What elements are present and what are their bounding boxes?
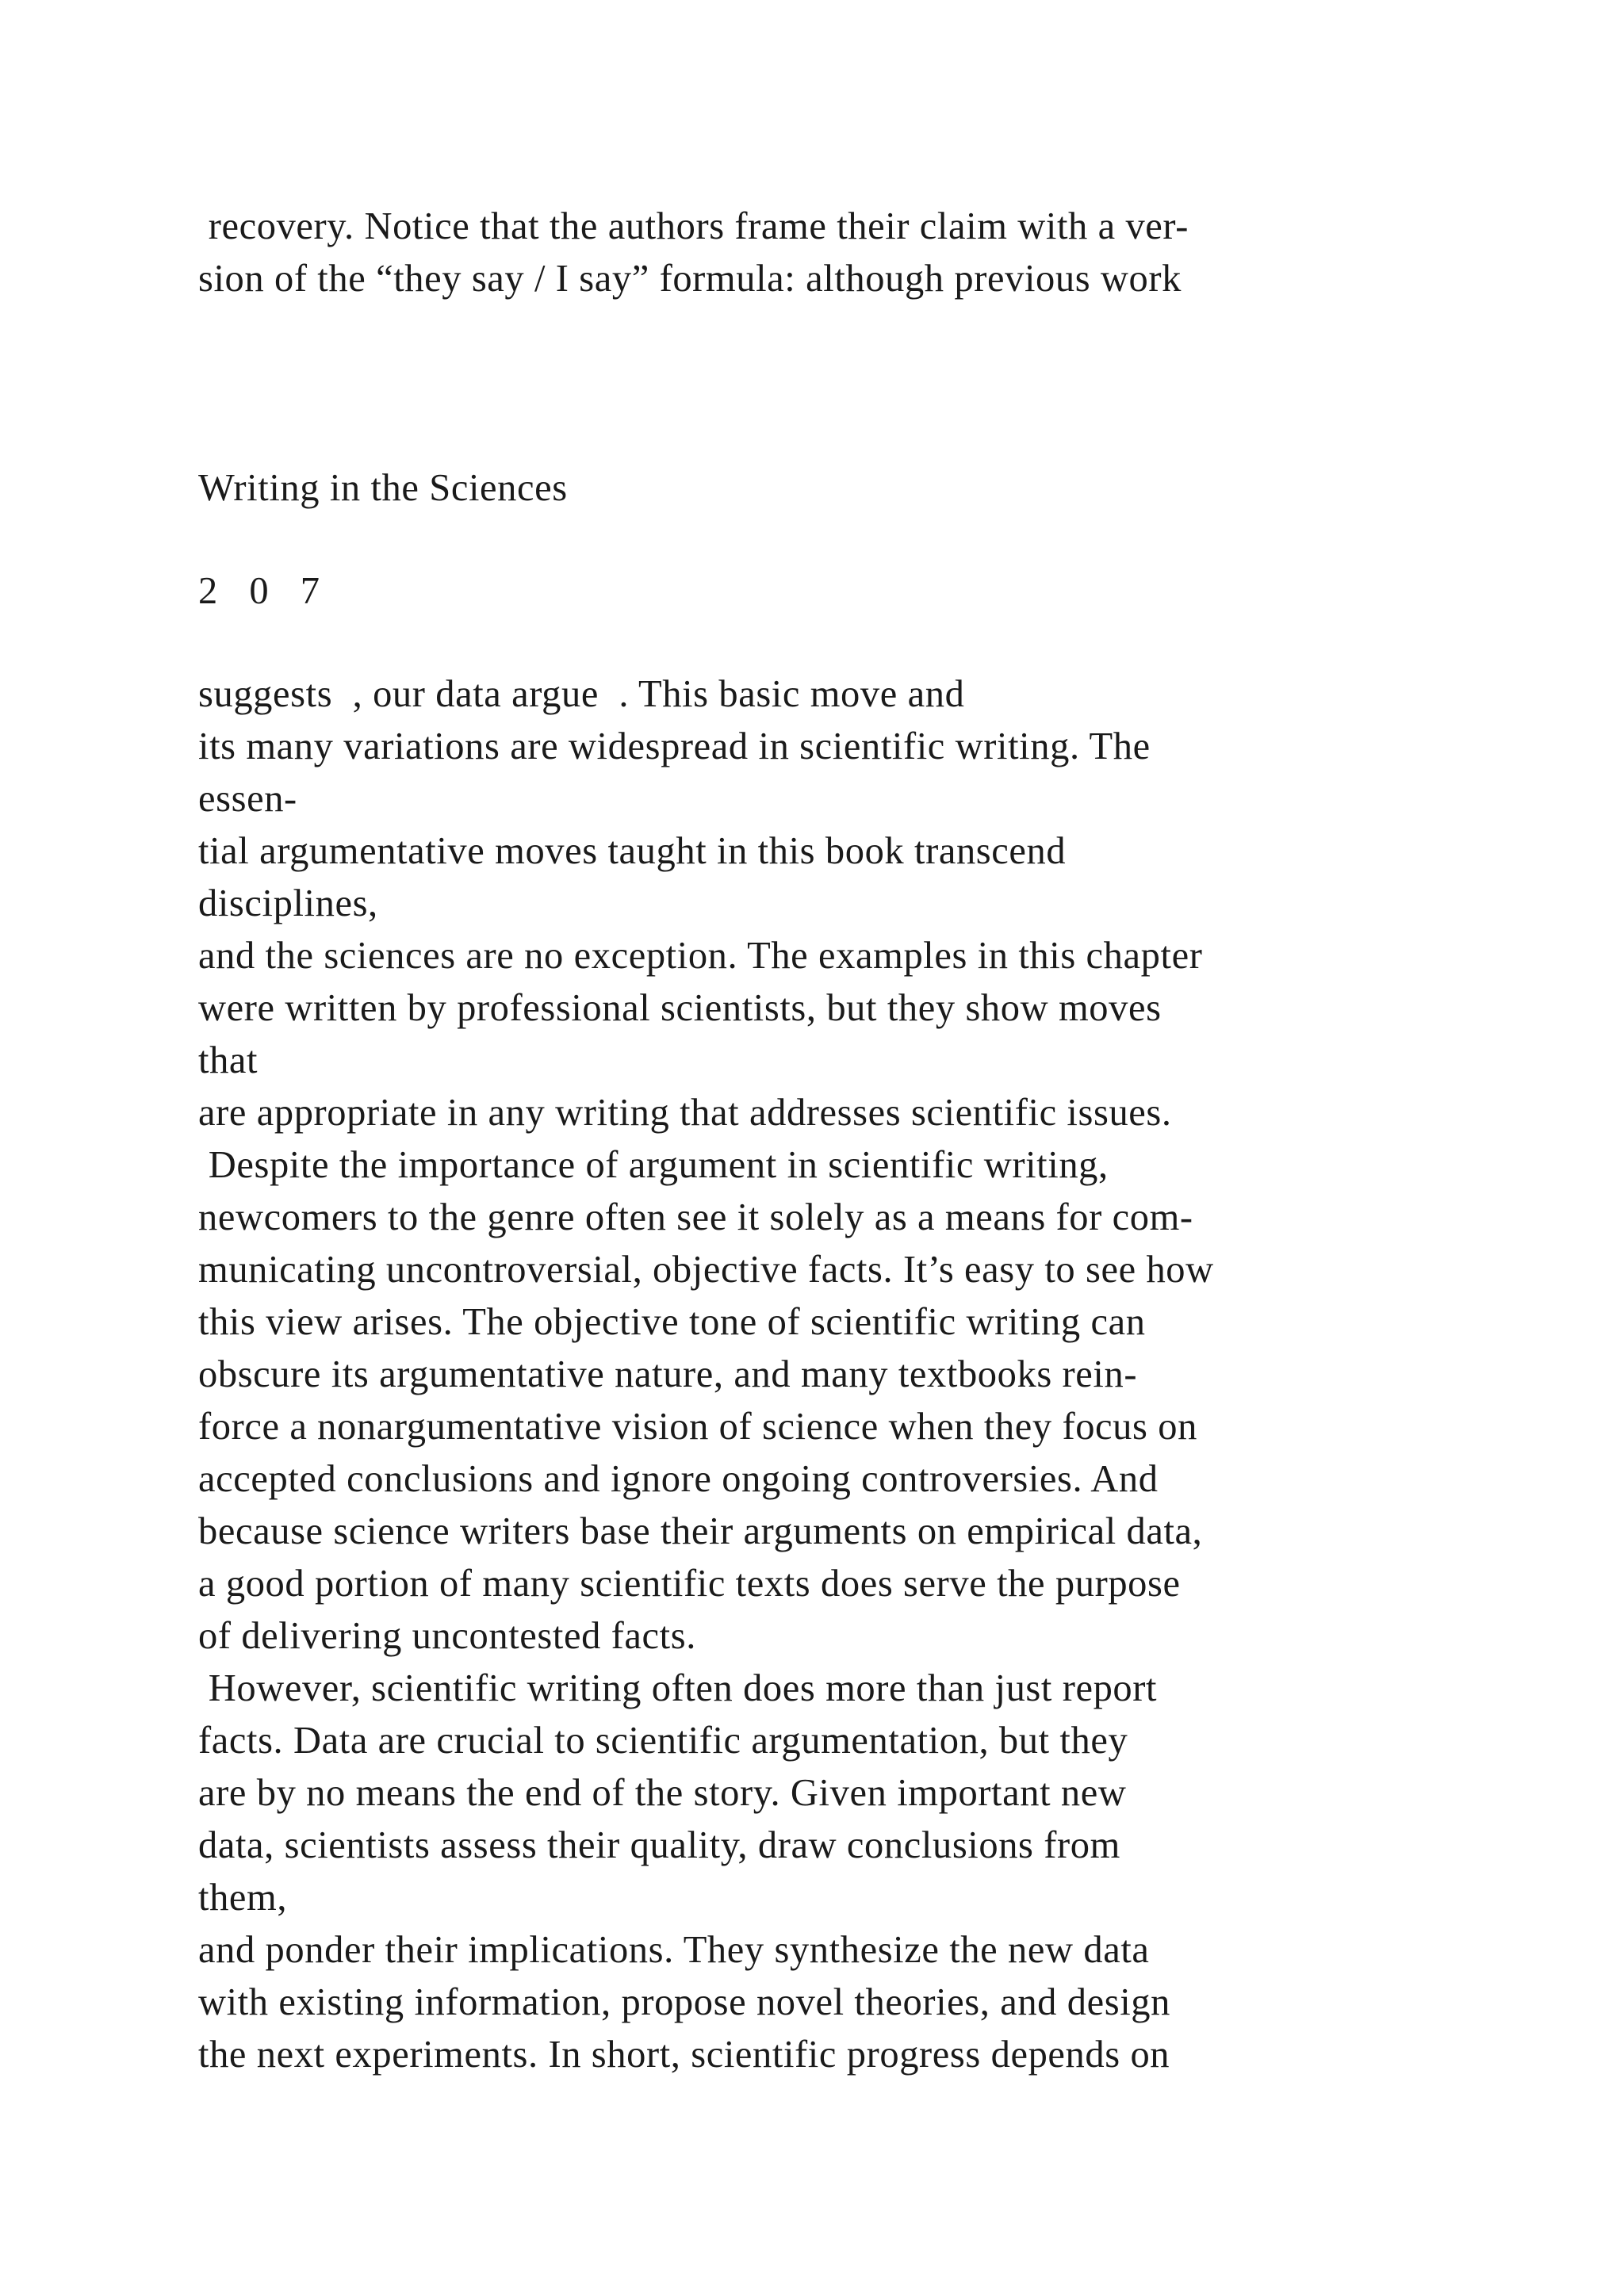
- text-line: them,: [198, 1877, 288, 1919]
- text-line: However, scientific writing often does more than just report: [198, 1667, 1158, 1709]
- text-line: and the sciences are no exception. The examples in this chapter: [198, 935, 1203, 977]
- text-line: sion of the “they say / I say” formula: although previous work: [198, 258, 1182, 300]
- text-line: municating uncontroversial, objective facts. It’s easy to see how: [198, 1249, 1214, 1291]
- text-line: because science writers base their arguments on empirical data,: [198, 1510, 1203, 1552]
- text-line: and ponder their implications. They synthesize the new data: [198, 1929, 1150, 1971]
- text-line: obscure its argumentative nature, and many textbooks rein-: [198, 1353, 1138, 1395]
- text-line: essen-: [198, 778, 297, 820]
- text-line: this view arises. The objective tone of scientific writing can: [198, 1301, 1146, 1343]
- text-line: suggests , our data argue . This basic move and: [198, 673, 965, 715]
- text-line: its many variations are widespread in scientific writing. The: [198, 725, 1151, 767]
- text-line: were written by professional scientists, but they show moves: [198, 987, 1162, 1029]
- text-line: force a nonargumentative vision of science when they focus on: [198, 1406, 1197, 1448]
- text-line: the next experiments. In short, scientific progress depends on: [198, 2034, 1170, 2076]
- text-line: tial argumentative moves taught in this book transcend: [198, 830, 1067, 872]
- running-head: Writing in the Sciences: [198, 467, 568, 509]
- text-line: data, scientists assess their quality, draw conclusions from: [198, 1824, 1120, 1866]
- text-line: facts. Data are crucial to scientific argumentation, but they: [198, 1720, 1128, 1762]
- text-line: with existing information, propose novel theories, and design: [198, 1981, 1170, 2023]
- text-line: newcomers to the genre often see it solely as a means for com-: [198, 1196, 1193, 1238]
- text-line: accepted conclusions and ignore ongoing controversies. And: [198, 1458, 1159, 1500]
- text-line: are appropriate in any writing that addresses scientific issues.: [198, 1092, 1172, 1134]
- text-line: of delivering uncontested facts.: [198, 1615, 696, 1657]
- text-line: disciplines,: [198, 882, 378, 924]
- text-line: Despite the importance of argument in scientific writing,: [198, 1144, 1109, 1186]
- text-line: are by no means the end of the story. Given important new: [198, 1772, 1127, 1814]
- text-line: that: [198, 1039, 259, 1081]
- page-number: 2 0 7: [198, 570, 331, 612]
- text-line: recovery. Notice that the authors frame their claim with a ver-: [198, 205, 1189, 247]
- text-line: a good portion of many scientific texts does serve the purpose: [198, 1563, 1181, 1605]
